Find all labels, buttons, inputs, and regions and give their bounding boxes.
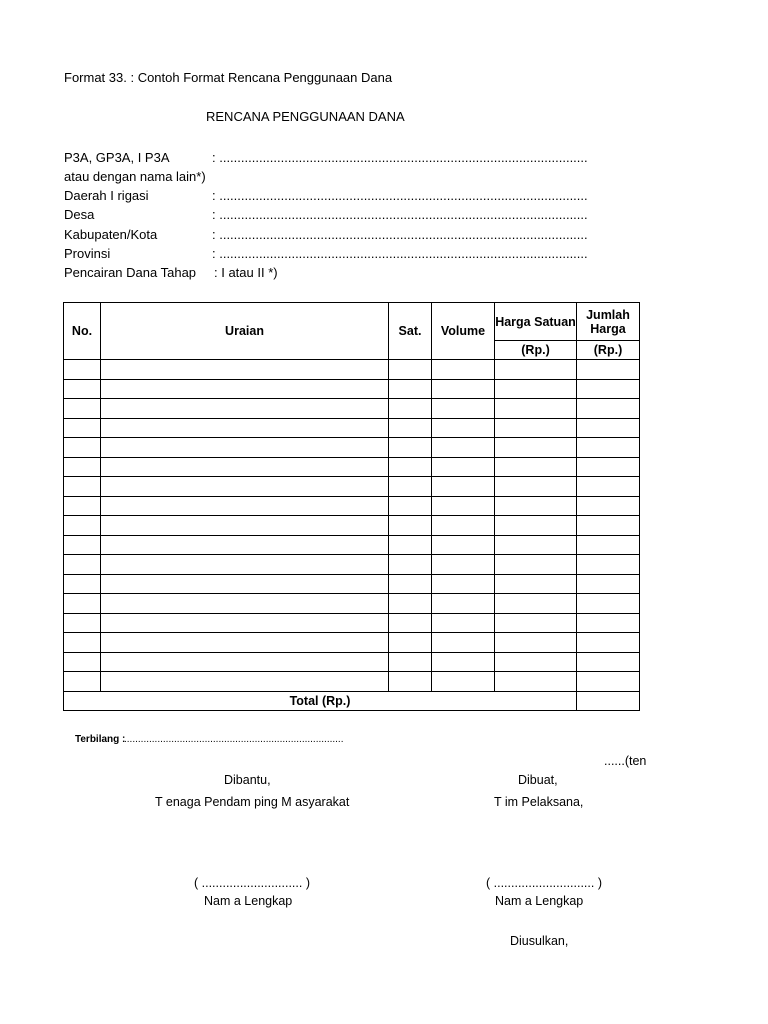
table-cell bbox=[577, 555, 640, 575]
field-province-value: : ...................................................................................................... bbox=[212, 246, 588, 261]
table-row bbox=[64, 633, 640, 653]
table-cell bbox=[577, 457, 640, 477]
table-cell bbox=[577, 633, 640, 653]
table-cell bbox=[64, 418, 101, 438]
table-cell bbox=[64, 652, 101, 672]
table-cell bbox=[495, 418, 577, 438]
table-cell bbox=[432, 574, 495, 594]
table-cell bbox=[432, 457, 495, 477]
field-village-label: Desa bbox=[64, 207, 95, 222]
table-cell bbox=[389, 360, 432, 380]
table-row bbox=[64, 652, 640, 672]
table-cell bbox=[495, 516, 577, 536]
table-cell bbox=[101, 418, 389, 438]
table-cell bbox=[101, 516, 389, 536]
table-cell bbox=[389, 613, 432, 633]
field-alt-name-label: atau dengan nama lain*) bbox=[64, 169, 206, 184]
table-cell bbox=[577, 535, 640, 555]
table-cell bbox=[432, 516, 495, 536]
table-cell bbox=[432, 438, 495, 458]
table-row bbox=[64, 555, 640, 575]
table-row bbox=[64, 535, 640, 555]
table-row bbox=[64, 496, 640, 516]
table-cell bbox=[577, 477, 640, 497]
table-cell bbox=[64, 399, 101, 419]
table-cell bbox=[495, 379, 577, 399]
table-cell bbox=[101, 652, 389, 672]
table-cell bbox=[64, 379, 101, 399]
table-cell bbox=[495, 672, 577, 692]
table-cell bbox=[101, 399, 389, 419]
total-value-cell bbox=[577, 691, 640, 710]
col-header-volume: Volume bbox=[432, 303, 495, 360]
table-cell bbox=[64, 555, 101, 575]
table-cell bbox=[64, 438, 101, 458]
table-cell bbox=[64, 360, 101, 380]
field-regency-value: : ...................................................................................................... bbox=[212, 227, 588, 242]
table-cell bbox=[577, 672, 640, 692]
table-cell bbox=[64, 477, 101, 497]
table-cell bbox=[389, 457, 432, 477]
field-p3a-label: P3A, GP3A, I P3A bbox=[64, 150, 170, 165]
field-p3a-value: : ...................................................................................................... bbox=[212, 150, 588, 165]
table-cell bbox=[495, 360, 577, 380]
table-cell bbox=[101, 496, 389, 516]
table-row bbox=[64, 594, 640, 614]
table-cell bbox=[495, 438, 577, 458]
left-full-name: Nam a Lengkap bbox=[204, 894, 293, 908]
table-cell bbox=[432, 496, 495, 516]
table-row bbox=[64, 613, 640, 633]
table-row bbox=[64, 477, 640, 497]
table-cell bbox=[389, 516, 432, 536]
table-cell bbox=[577, 594, 640, 614]
table-cell bbox=[101, 535, 389, 555]
table-cell bbox=[389, 672, 432, 692]
field-province-label: Provinsi bbox=[64, 246, 111, 261]
table-row bbox=[64, 379, 640, 399]
table-cell bbox=[101, 613, 389, 633]
table-cell bbox=[495, 399, 577, 419]
col-header-total-price: Jumlah Harga bbox=[577, 303, 640, 341]
table-cell bbox=[577, 438, 640, 458]
col-header-total-price-currency: (Rp.) bbox=[577, 341, 640, 360]
table-cell bbox=[64, 594, 101, 614]
table-cell bbox=[101, 438, 389, 458]
page-title: RENCANA PENGGUNAAN DANA bbox=[206, 109, 405, 124]
table-cell bbox=[495, 633, 577, 653]
table-cell bbox=[101, 672, 389, 692]
table-row bbox=[64, 672, 640, 692]
field-disbursement-value: : I atau II *) bbox=[214, 265, 278, 280]
place-date: ......(ten bbox=[604, 754, 647, 768]
table-cell bbox=[389, 574, 432, 594]
table-cell bbox=[101, 457, 389, 477]
field-irrigation-value: : ...................................................................................................... bbox=[212, 188, 588, 203]
table-cell bbox=[101, 574, 389, 594]
table-cell bbox=[389, 555, 432, 575]
table-cell bbox=[64, 535, 101, 555]
field-disbursement-label: Pencairan Dana Tahap bbox=[64, 265, 197, 280]
table-cell bbox=[389, 535, 432, 555]
table-cell bbox=[432, 613, 495, 633]
table-cell bbox=[577, 652, 640, 672]
table-cell bbox=[64, 516, 101, 536]
table-cell bbox=[577, 613, 640, 633]
table-cell bbox=[432, 379, 495, 399]
right-full-name: Nam a Lengkap bbox=[495, 894, 584, 908]
table-cell bbox=[495, 535, 577, 555]
table-cell bbox=[432, 633, 495, 653]
right-signature-line: ( ............................. ) bbox=[486, 876, 602, 890]
table-cell bbox=[101, 594, 389, 614]
table-cell bbox=[495, 555, 577, 575]
table-cell bbox=[577, 379, 640, 399]
left-signature-line: ( ............................. ) bbox=[194, 876, 310, 890]
table-row bbox=[64, 438, 640, 458]
table-cell bbox=[432, 594, 495, 614]
table-cell bbox=[495, 574, 577, 594]
table-cell bbox=[64, 672, 101, 692]
table-row bbox=[64, 574, 640, 594]
table-cell bbox=[389, 477, 432, 497]
table-cell bbox=[432, 652, 495, 672]
field-regency-label: Kabupaten/Kota bbox=[64, 227, 158, 242]
table-cell bbox=[101, 477, 389, 497]
total-label: Total (Rp.) bbox=[64, 691, 577, 710]
table-cell bbox=[389, 418, 432, 438]
table-cell bbox=[101, 555, 389, 575]
table-cell bbox=[577, 418, 640, 438]
table-row bbox=[64, 516, 640, 536]
table-cell bbox=[577, 496, 640, 516]
table-cell bbox=[389, 652, 432, 672]
made-by-role: T im Pelaksana, bbox=[494, 795, 584, 809]
col-header-unit-price-currency: (Rp.) bbox=[495, 341, 577, 360]
table-row bbox=[64, 418, 640, 438]
table-cell bbox=[577, 399, 640, 419]
table-cell bbox=[432, 535, 495, 555]
table-cell bbox=[495, 613, 577, 633]
table-cell bbox=[577, 516, 640, 536]
table-cell bbox=[432, 672, 495, 692]
assisted-by-role: T enaga Pendam ping M asyarakat bbox=[155, 795, 350, 809]
field-irrigation-label: Daerah I rigasi bbox=[64, 188, 149, 203]
table-cell bbox=[101, 360, 389, 380]
terbilang-dots: ............................................................................... bbox=[124, 734, 344, 745]
table-cell bbox=[432, 360, 495, 380]
table-cell bbox=[64, 574, 101, 594]
table-cell bbox=[64, 633, 101, 653]
table-cell bbox=[101, 379, 389, 399]
table-cell bbox=[389, 633, 432, 653]
table-cell bbox=[389, 379, 432, 399]
table-cell bbox=[432, 555, 495, 575]
table-cell bbox=[495, 496, 577, 516]
table-cell bbox=[432, 418, 495, 438]
table-cell bbox=[64, 457, 101, 477]
table-cell bbox=[432, 399, 495, 419]
col-header-unit: Sat. bbox=[389, 303, 432, 360]
col-header-no: No. bbox=[64, 303, 101, 360]
table-cell bbox=[495, 477, 577, 497]
table-cell bbox=[389, 496, 432, 516]
budget-table bbox=[63, 302, 640, 711]
table-cell bbox=[389, 399, 432, 419]
field-village-value: : ...................................................................................................... bbox=[212, 207, 588, 222]
table-cell bbox=[64, 496, 101, 516]
terbilang-label: Terbilang : bbox=[75, 734, 126, 745]
table-cell bbox=[432, 477, 495, 497]
table-cell bbox=[64, 613, 101, 633]
proposed-by-label: Diusulkan, bbox=[510, 934, 569, 948]
table-cell bbox=[389, 594, 432, 614]
table-cell bbox=[101, 633, 389, 653]
table-cell bbox=[577, 360, 640, 380]
col-header-unit-price: Harga Satuan bbox=[495, 303, 577, 341]
table-row bbox=[64, 360, 640, 380]
table-cell bbox=[389, 438, 432, 458]
col-header-description: Uraian bbox=[101, 303, 389, 360]
format-line: Format 33. : Contoh Format Rencana Penggunaan Dana bbox=[64, 70, 393, 85]
table-cell bbox=[577, 574, 640, 594]
table-cell bbox=[495, 594, 577, 614]
table-cell bbox=[495, 457, 577, 477]
table-row bbox=[64, 399, 640, 419]
made-by-label: Dibuat, bbox=[518, 773, 558, 787]
table-cell bbox=[495, 652, 577, 672]
assisted-by-label: Dibantu, bbox=[224, 773, 271, 787]
table-row bbox=[64, 457, 640, 477]
